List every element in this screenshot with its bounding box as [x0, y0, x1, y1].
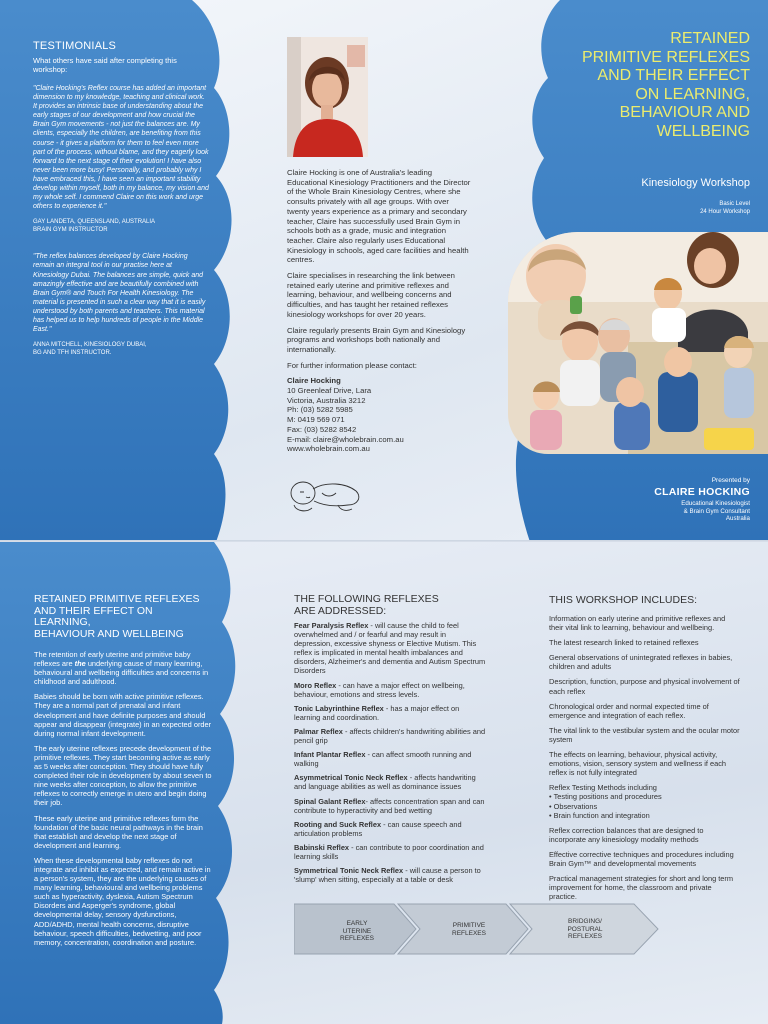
reflex-name: Spinal Galant Reflex — [294, 796, 366, 806]
reflex-name: Fear Paralysis Reflex — [294, 621, 369, 630]
presenter-portrait — [287, 37, 368, 157]
reflex-item — [294, 866, 486, 884]
testing-bullet: • Testing positions and procedures — [549, 792, 741, 801]
include-item: The vital link to the vestibular system and the ocular motor system — [549, 725, 740, 744]
cover-level — [560, 200, 750, 216]
retained-reflexes-column — [34, 594, 212, 953]
include-item: General observations of unintegrated reflexes in babies, children and adults — [549, 653, 733, 672]
presenter-block — [560, 477, 750, 523]
reflex-name: Tonic Labyrinthine Reflex — [294, 703, 384, 713]
text-run: underlying cause of many learning, behavioural and wellbeing difficulties and concerns in childhood and adulthood. — [34, 659, 209, 687]
contact-fax: Fax: (03) 5282 8542 — [287, 424, 357, 434]
testimonial-attribution — [33, 342, 209, 357]
role-line: Educational Kinesiologist — [681, 500, 750, 507]
retained-paragraph: Babies should be born with active primitive reflexes. They are a normal part of prenatal and infant development and have definite purposes and should appear and disappear (integrate) in an expected order during normal infant development. — [34, 692, 212, 738]
presenter-role — [560, 500, 750, 523]
reflex-name: Symmetrical Tonic Neck Reflex — [294, 866, 404, 876]
testimonials-intro: What others have said after completing this workshop: — [33, 56, 177, 74]
cover-title-line: ON LEARNING, — [635, 85, 750, 103]
contact-mobile: M: 0419 569 071 — [287, 415, 345, 425]
testimonial-attribution — [33, 219, 209, 234]
arrow-label-primitive — [434, 922, 504, 937]
sleeping-baby-sketch — [286, 475, 366, 515]
includes-heading: THIS WORKSHOP INCLUDES: — [549, 594, 697, 606]
contact-name: Claire Hocking — [287, 376, 341, 386]
include-item: Reflex correction balances that are designed to incorporate any kinesiology modality methods — [549, 825, 704, 844]
reflex-item — [294, 681, 486, 699]
include-item: The latest research linked to retained reflexes — [549, 638, 699, 648]
retained-paragraph: The early uterine reflexes precede development of the primitive reflexes. They start becoming active as early as 5 weeks after conception. They should have fully completed their role in development by about seven to nine weeks after conception, to allow the primitive reflexes to correctly emerge in utero and begin doing their job. — [34, 743, 212, 808]
include-item: Effective corrective techniques and procedures including Brain Gym™ and developmental movements — [549, 849, 734, 868]
label-line: POSTURAL — [567, 925, 603, 933]
testing-bullet: • Observations — [549, 802, 741, 811]
label-line: EARLY — [346, 920, 368, 928]
text-run: The retention of early uterine and primitive baby reflexes are — [34, 650, 191, 669]
role-line: & Brain Gym Consultant — [683, 507, 750, 515]
reflex-desc: - can affect smooth running and walking — [294, 750, 472, 769]
reflex-name: Rooting and Suck Reflex — [294, 819, 382, 829]
label-line: REFLEXES — [568, 933, 602, 941]
heading-line: ARE ADDRESSED: — [294, 604, 387, 617]
include-item: The effects on learning, behaviour, physical activity, emotions, vision, sensory system and wellness if each reflex is not fully integrated — [549, 750, 727, 778]
testimonials-column — [33, 40, 209, 375]
testimonial-quote: "Claire Hocking's Reflex course has added an important dimension to my knowledge, teaching and clinical work. It provides an intrinsic base of understanding about the early stages of our development and how crucial the Brain Gym movements - not just the balances are. My clients, especially the children, are benefiting from this course - it gives a platform for them to feel even more part of the process, without blame, and they eagerly look forward to the next stage of their evolution! I have also never been more busy! Personally, and probably why I have embraced this, I have seen an important stability develop within myself, both in my balance, my vision and my whole self. I commend Claire on this work and urge others to experience it." — [33, 85, 209, 211]
contact-website[interactable]: www.wholebrain.com.au — [287, 444, 370, 454]
testing-methods — [549, 783, 741, 819]
label-line: UTERINE — [342, 927, 372, 935]
bio-paragraph: Claire Hocking is one of Australia's leading Educational Kinesiology Practitioners and the Director of the Whole Brain Kinesiology Centres, where she consults privately with all age groups. With over twenty years experience as a primary and secondary teacher, Claire has successfully used Brain Gym in schools both as a grade, music and integration teacher. Claire also regularly uses Educational Kinesiology in schools, aged care facilities and health centres. — [287, 168, 471, 265]
label-line: PRIMITIVE — [452, 922, 486, 930]
cover-subtitle: Kinesiology Workshop — [641, 177, 750, 189]
reflex-desc: - has a major effect on learning and coordination. — [294, 703, 460, 722]
label-line: REFLEXES — [340, 935, 374, 943]
reflex-item — [294, 773, 486, 791]
label-line: BRIDGING/ — [568, 918, 602, 926]
reflex-item — [294, 727, 486, 745]
reflexes-heading — [294, 594, 486, 617]
reflex-desc: - affects concentration span and can contribute to hyperactivity and bed wetting — [294, 796, 485, 815]
reflex-desc: - will cause the child to feel overwhelmed and / or fearful and may result in depression, excessive shyness or Elective Mutism. This reflex is implicated in mental health imbalances and disorders, Alzheimer's and dementia and Autism Spectrum Disorders — [294, 621, 486, 676]
arrow-label-early-uterine — [322, 920, 392, 943]
reflex-name: Moro Reflex — [294, 680, 337, 690]
reflex-item — [294, 820, 486, 838]
reflex-item — [294, 750, 486, 768]
role-line: Australia — [725, 515, 750, 523]
testimonials-heading: TESTIMONIALS — [33, 40, 117, 52]
duration-line: 24 Hour Workshop — [700, 209, 750, 215]
testimonial — [33, 84, 209, 234]
arrow-label-bridging-postural — [550, 918, 620, 941]
cover-title-line: BEHAVIOUR AND — [619, 104, 750, 121]
level-line: Basic Level — [719, 201, 750, 207]
heading-line: RETAINED PRIMITIVE REFLEXES — [34, 593, 200, 605]
contact-address: Victoria, Australia 3212 — [287, 395, 366, 405]
retained-paragraph: These early uterine and primitive reflexes form the foundation of the basic neural pathways in the brain that establish and develop the next stage of development and learning. — [34, 813, 203, 850]
heading-line: THE FOLLOWING REFLEXES — [294, 593, 439, 605]
retained-paragraph: When these developmental baby reflexes do not integrate and inhibit as expected, and remain active in a person's system, they are the underlying causes of many learning, behavioural and wellbeing problems such as hyperactivity, dyslexia, Autism Spectrum Disorders and Asperger's syndrome, global developmental delay, sensory dysfunctions, ADD/ADHD, mental health concerns, disruptive behaviour, speech difficulties, bedwetting, and poor memory, concentration, coordination and posture. — [34, 855, 211, 947]
retained-paragraph — [34, 650, 212, 686]
reflex-item — [294, 621, 486, 676]
reflex-desc: - affects children's handwriting abilities and pencil grip — [294, 726, 486, 746]
reflex-desc: - will cause a person to 'slump' when sitting, especially at a table or desk — [294, 866, 481, 885]
testimonial-quote: "The reflex balances developed by Claire Hocking remain an integral tool in our practise here at Kinesiology Dubai. The balances are simple, quick and amazingly effective and are beautifully combined with Brain Gym® and Touch For Health Kinesiology. The material is presented in such a clear way that it is easily understood by both parents and teachers. This material has helped us to help hundreds of people in the Middle East." — [33, 253, 206, 334]
testimonial-role: BG AND TFH INSTRUCTOR. — [33, 349, 112, 356]
bio-column — [287, 168, 472, 454]
reflex-item — [294, 797, 486, 815]
family-collage-photo — [508, 232, 768, 454]
retained-heading — [34, 594, 212, 640]
cover-title-line: AND THEIR EFFECT — [597, 67, 750, 84]
emphasis: the — [74, 659, 86, 669]
testimonial — [33, 252, 209, 357]
reflex-sequence-arrows — [294, 898, 664, 960]
heading-line: BEHAVIOUR AND WELLBEING — [34, 627, 184, 640]
reflex-item — [294, 843, 486, 861]
heading-line: AND THEIR EFFECT ON LEARNING, — [34, 604, 153, 628]
testing-list — [549, 792, 741, 819]
contact-phone: Ph: (03) 5282 5985 — [287, 405, 353, 415]
reflex-desc: - can contribute to poor coordination and learning skills — [294, 842, 484, 861]
workshop-includes-column — [549, 594, 741, 907]
contact-intro: For further information please contact: — [287, 360, 417, 370]
cover-title-line: WELLBEING — [656, 122, 750, 140]
reflex-name: Infant Plantar Reflex — [294, 750, 366, 760]
include-item: Chronological order and normal expected time of emergence and integration of each reflex. — [549, 701, 709, 720]
testimonial-author: GAY LANDETA, QUEENSLAND, AUSTRALIA — [33, 219, 156, 226]
cover-title-line: PRIMITIVE REFLEXES — [581, 48, 750, 66]
cover-title-line: RETAINED — [670, 30, 750, 47]
include-item: Practical management strategies for short and long term improvement for home, the classroom and private practice. — [549, 874, 734, 902]
contact-block — [287, 376, 472, 454]
bio-paragraph: Claire specialises in researching the link between retained early uterine and primitive reflexes and learning, behaviour, and wellbeing concerns and difficulties, and has taught her retained reflexes kinesiology workshops for over 20 years. — [287, 271, 455, 319]
include-item: Information on early uterine and primitive reflexes and their vital link to learning, behaviour and wellbeing. — [549, 614, 726, 633]
testing-title: Reflex Testing Methods including — [549, 783, 657, 793]
bio-paragraph: Claire regularly presents Brain Gym and Kinesiology programs and workshops both nationally and internationally. — [287, 325, 466, 354]
presented-by-label: Presented by — [711, 477, 750, 484]
presenter-name: CLAIRE HOCKING — [654, 486, 750, 498]
reflex-desc: - can have a major effect on wellbeing, behaviour, emotions and stress levels. — [294, 680, 465, 699]
reflex-name: Palmar Reflex — [294, 726, 343, 736]
contact-email[interactable]: E-mail: claire@wholebrain.com.au — [287, 434, 404, 444]
reflex-desc: - affects handwriting and language abilities as well as dominance issues — [294, 773, 476, 792]
contact-address: 10 Greenleaf Drive, Lara — [287, 386, 372, 396]
include-item: Description, function, purpose and physical involvement of each reflex — [549, 677, 740, 696]
reflex-name: Babinski Reflex — [294, 842, 350, 852]
brochure-inside — [0, 542, 768, 1024]
reflex-item — [294, 704, 486, 722]
cover-title — [540, 30, 750, 141]
testing-bullet: • Brain function and integration — [549, 811, 741, 820]
label-line: REFLEXES — [452, 929, 486, 937]
testimonial-role: BRAIN GYM INSTRUCTOR — [33, 226, 108, 233]
testimonial-author: ANNA MITCHELL, KINESIOLOGY DUBAI, — [33, 342, 147, 349]
reflex-desc: - can cause speech and articulation problems — [294, 819, 462, 838]
reflex-name: Asymmetrical Tonic Neck Reflex — [294, 773, 408, 783]
